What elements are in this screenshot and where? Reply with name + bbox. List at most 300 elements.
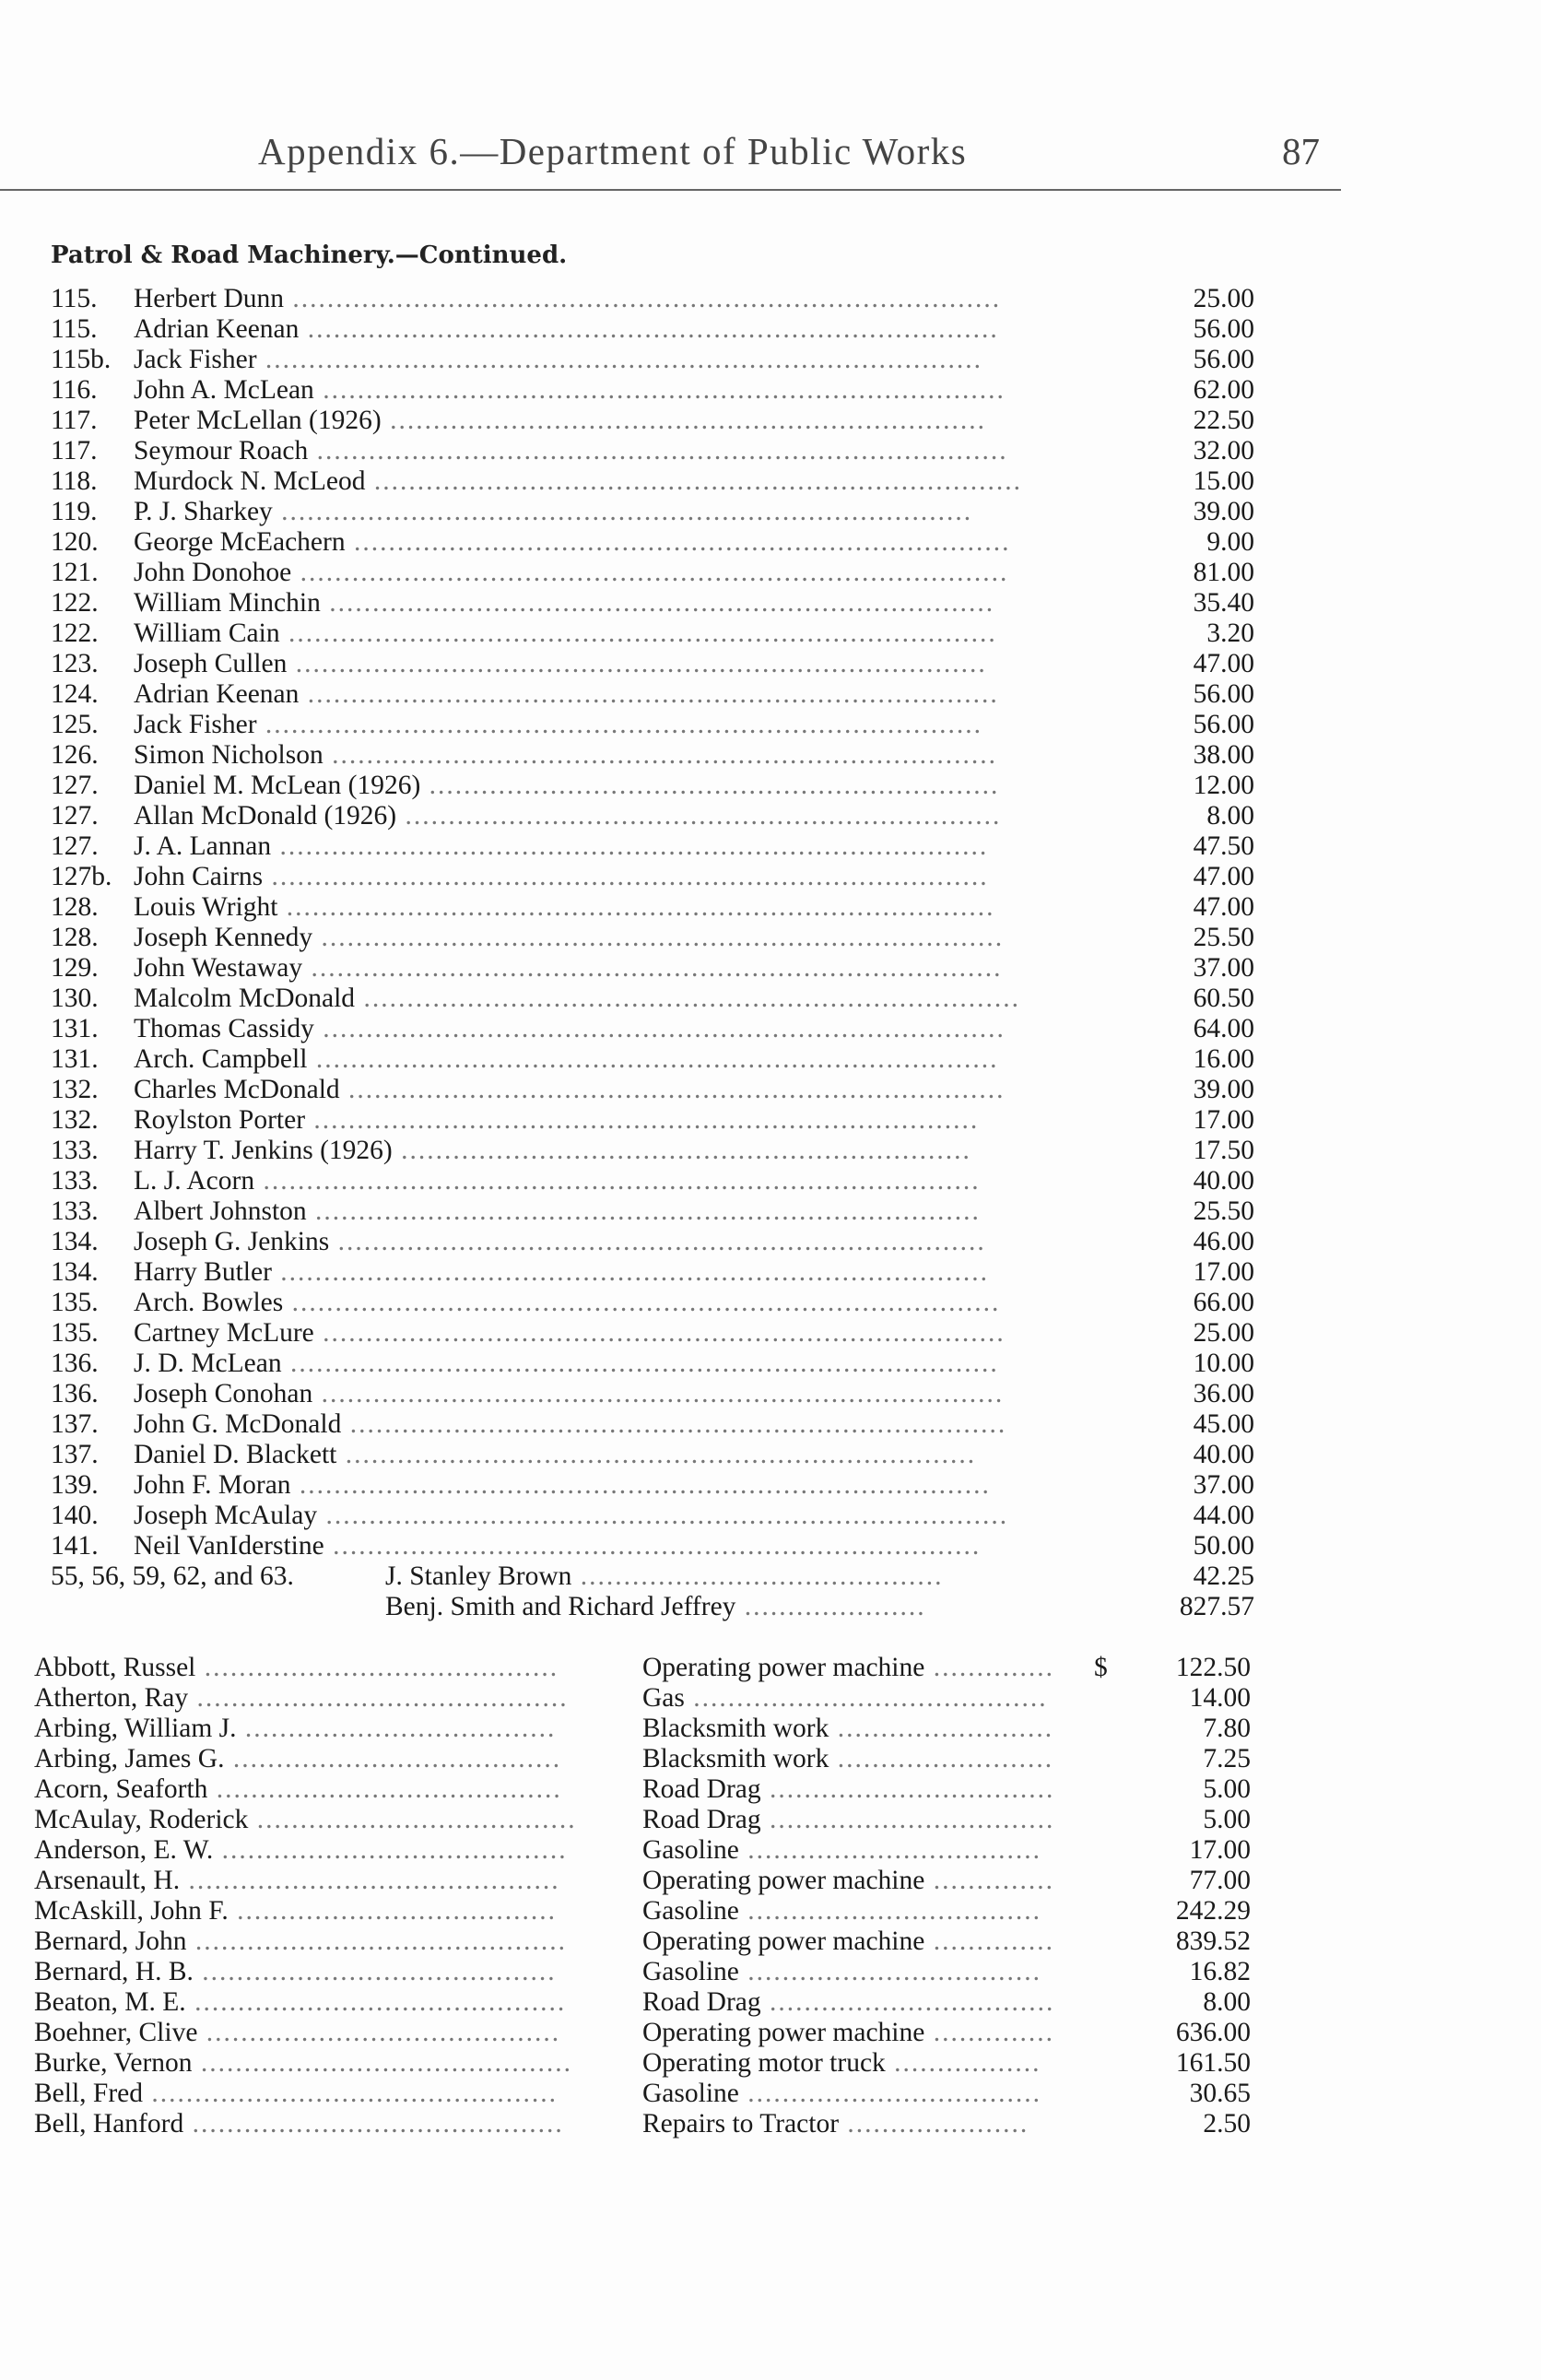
payment-description: Blacksmith work .........................	[642, 1744, 1054, 1773]
entry-amount: 47.50	[1193, 831, 1254, 861]
payee-name: McAskill, John F. .....................................	[34, 1896, 557, 1926]
dot-leader: ..................................................................................	[283, 1288, 1001, 1317]
entry-amount: 40.00	[1193, 1440, 1254, 1469]
payee-name: Bernard, John ...........................................	[34, 1926, 567, 1956]
dollar-sign: $	[1094, 1653, 1108, 1682]
entry-amount: 37.00	[1193, 953, 1254, 983]
table-row	[51, 558, 1254, 588]
dot-leader: ............................................................................	[339, 1075, 1006, 1104]
dot-leader: ....................................	[236, 1714, 557, 1743]
table-row	[51, 345, 1254, 375]
header-rule	[0, 189, 1341, 191]
table-row	[34, 1957, 1251, 1987]
table-row	[51, 314, 1254, 345]
dot-leader: .................................	[760, 1805, 1055, 1834]
entry-name: Harry T. Jenkins (1926) ..................................................................	[134, 1136, 971, 1165]
table-row	[51, 771, 1254, 801]
dot-leader: ..................................	[738, 1957, 1041, 1986]
entry-amount: 47.00	[1193, 892, 1254, 922]
entry-number: 122.	[51, 619, 99, 648]
entry-name: Joseph McAulay ...............................................................................	[134, 1501, 1009, 1530]
entry-name: J. D. McLean ..................................................................................	[134, 1349, 999, 1378]
table-row	[34, 1744, 1251, 1774]
dot-leader: ...............................................................................	[312, 923, 1005, 952]
dot-leader: ................................................................................	[287, 649, 987, 678]
table-row	[34, 2079, 1251, 2109]
entry-amount: 25.00	[1193, 284, 1254, 313]
payment-description: Road Drag .................................	[642, 1987, 1055, 2017]
dot-leader: ...............................................	[143, 2079, 558, 2108]
dot-leader: ............................................................................	[345, 527, 1011, 557]
entry-amount: 35.40	[1193, 588, 1254, 618]
dot-leader: ................................................................................	[272, 497, 973, 526]
dot-leader: .................	[885, 2048, 1041, 2078]
payment-description: Road Drag .................................	[642, 1805, 1055, 1834]
entry-name: P. J. Sharkey ................................................................................	[134, 497, 973, 526]
entry-number: 131.	[51, 1014, 99, 1043]
entry-number: 135.	[51, 1318, 99, 1348]
dot-leader: ...........................................	[183, 2109, 564, 2138]
payment-amount: 14.00	[1189, 1683, 1251, 1713]
table-row	[51, 649, 1254, 679]
entry-number: 133.	[51, 1196, 99, 1226]
dot-leader: ..............	[924, 1653, 1054, 1682]
table-row	[51, 466, 1254, 497]
payee-name: Abbott, Russel .........................................	[34, 1653, 559, 1682]
entry-amount: 44.00	[1193, 1501, 1254, 1530]
dot-leader: .............................................................................	[306, 1196, 981, 1226]
payee-name: Arbing, William J. ....................................	[34, 1714, 557, 1743]
dot-leader: ..............	[924, 1866, 1054, 1895]
dot-leader: ..............	[924, 2018, 1054, 2047]
entry-number: 130.	[51, 984, 99, 1013]
entry-amount: 47.00	[1193, 649, 1254, 678]
table-row	[51, 953, 1254, 984]
dot-leader: ...........................................	[188, 1683, 569, 1713]
dot-leader: ...................................................................................	[256, 345, 983, 374]
dot-leader: .........................................	[197, 2018, 561, 2047]
table-row	[34, 1683, 1251, 1714]
dot-leader: .....................................................................	[381, 406, 986, 435]
table-row	[51, 1440, 1254, 1470]
entry-number: 133.	[51, 1136, 99, 1165]
entry-number: 128.	[51, 923, 99, 952]
table-row	[34, 2018, 1251, 2048]
dot-leader: .................................	[760, 1987, 1055, 2017]
dot-leader: ................................................................................	[290, 1470, 991, 1500]
table-row	[51, 527, 1254, 558]
entry-name: John A. McLean ...............................................................................	[134, 375, 1006, 405]
page-header	[0, 129, 1541, 184]
table-row	[34, 1866, 1251, 1896]
dot-leader: ..................................................................................	[291, 558, 1009, 587]
entry-amount: 8.00	[1206, 801, 1254, 831]
entry-number: 139.	[51, 1470, 99, 1500]
payment-description: Gasoline ..................................	[642, 2079, 1041, 2108]
entry-name: Peter McLellan (1926) .....................................................................	[134, 406, 986, 435]
entry-name: John Donohoe ..................................................................................	[134, 558, 1009, 587]
entry-amount: 25.50	[1193, 1196, 1254, 1226]
dot-leader: ..................................................................................	[284, 284, 1002, 313]
dot-leader: ......................................	[224, 1744, 562, 1773]
entry-number: 132.	[51, 1105, 99, 1135]
dot-leader: ............................................................................	[341, 1409, 1007, 1439]
entry-name: L. J. Acorn ...................................................................................	[134, 1166, 981, 1196]
dot-leader: ...........................................	[185, 1987, 567, 2017]
table-row	[34, 1896, 1251, 1926]
payee-name: Beaton, M. E. ...........................................	[34, 1987, 567, 2017]
table-row	[51, 1288, 1254, 1318]
table-row	[51, 1014, 1254, 1044]
dot-leader: ...................................................................................	[254, 1166, 981, 1196]
entry-number: 134.	[51, 1257, 99, 1287]
entry-name: Adrian Keenan ................................................................................	[134, 314, 999, 344]
payment-description: Operating power machine ..............	[642, 1866, 1054, 1895]
entry-number: 127.	[51, 801, 99, 831]
entry-number: 119.	[51, 497, 98, 526]
table-row	[51, 923, 1254, 953]
entry-number: 127b.	[51, 862, 112, 891]
dot-leader: ...........................................................................	[365, 466, 1023, 496]
entry-name: Simon Nicholson .............................................................................	[134, 740, 997, 770]
payment-amount: 17.00	[1189, 1835, 1251, 1865]
entry-name: John G. McDonald ............................................................................	[134, 1409, 1007, 1439]
payment-description: Repairs to Tractor .....................	[642, 2109, 1029, 2138]
entry-number: 116.	[51, 375, 98, 405]
dot-leader: ...........................................	[192, 2048, 573, 2078]
entry-number: 118.	[51, 466, 98, 496]
payment-description: Gasoline ..................................	[642, 1957, 1041, 1986]
payment-amount: 839.52	[1175, 1926, 1251, 1956]
entry-amount: 40.00	[1193, 1166, 1254, 1196]
payee-name: Burke, Vernon ...........................................	[34, 2048, 573, 2078]
entry-name: John F. Moran ................................................................................	[134, 1470, 991, 1500]
entry-name: Herbert Dunn ..................................................................................	[134, 284, 1002, 313]
payee-name: Atherton, Ray ...........................................	[34, 1683, 569, 1713]
dot-leader: ...................................................................................	[263, 862, 989, 891]
dot-leader: ..................................................................................	[277, 892, 995, 922]
entry-name: George McEachern ............................................................................	[134, 527, 1011, 557]
entry-numbers: 55, 56, 59, 62, and 63.	[51, 1561, 294, 1591]
entry-name: Arch. Bowles ..................................................................................	[134, 1288, 1001, 1317]
entry-name: Jack Fisher ...................................................................................	[134, 710, 983, 739]
entry-number: 137.	[51, 1409, 99, 1439]
entry-amount: 60.50	[1193, 984, 1254, 1013]
table-row	[34, 1805, 1251, 1835]
payment-amount: 30.65	[1189, 2079, 1251, 2108]
table-row	[51, 1470, 1254, 1501]
table-row	[51, 1136, 1254, 1166]
entry-name: William Cain ..................................................................................	[134, 619, 997, 648]
dot-leader: .............................................................................	[323, 740, 997, 770]
table-row	[51, 436, 1254, 466]
entry-name: Roylston Porter .............................................................................	[134, 1105, 980, 1135]
entry-number: 140.	[51, 1501, 99, 1530]
payment-amount: 636.00	[1175, 2018, 1251, 2047]
payment-amount: 5.00	[1203, 1774, 1251, 1804]
entry-number: 120.	[51, 527, 99, 557]
entry-name: Charles McDonald ............................................................................	[134, 1075, 1006, 1104]
dot-leader: ...........................................	[186, 1926, 567, 1956]
payment-amount: 77.00	[1189, 1866, 1251, 1895]
entry-name: Harry Butler ..................................................................................	[134, 1257, 990, 1287]
table-row	[51, 1409, 1254, 1440]
entry-name: Jack Fisher ...................................................................................	[134, 345, 983, 374]
dot-leader: ..................................................................................	[271, 831, 989, 861]
entry-amount: 56.00	[1193, 345, 1254, 374]
entry-name: Daniel M. McLean (1926) ..................................................................	[134, 771, 1000, 800]
table-row	[51, 1561, 1254, 1592]
dot-leader: ..................................................................	[420, 771, 1000, 800]
table-row	[34, 1774, 1251, 1805]
page-number: 87	[1282, 130, 1320, 172]
payment-description: Road Drag .................................	[642, 1774, 1055, 1804]
table-row	[51, 740, 1254, 771]
entry-number: 132.	[51, 1075, 99, 1104]
entry-number: 131.	[51, 1044, 99, 1074]
entry-amount: 3.20	[1206, 619, 1254, 648]
entry-number: 121.	[51, 558, 99, 587]
table-row	[34, 1987, 1251, 2018]
entry-amount: 12.00	[1193, 771, 1254, 800]
entry-name: Murdock N. McLeod ...........................................................................	[134, 466, 1023, 496]
entry-number: 128.	[51, 892, 99, 922]
table-row	[51, 892, 1254, 923]
entry-amount: 39.00	[1193, 497, 1254, 526]
dot-leader: .....................................	[228, 1896, 557, 1926]
entry-amount: 38.00	[1193, 740, 1254, 770]
entry-number: 135.	[51, 1288, 99, 1317]
table-row	[51, 588, 1254, 619]
table-row	[51, 1196, 1254, 1227]
payee-name: Arbing, James G. ......................................	[34, 1744, 562, 1773]
table-row	[51, 679, 1254, 710]
payment-description: Operating power machine ..............	[642, 2018, 1054, 2047]
entry-amount: 25.00	[1193, 1318, 1254, 1348]
entry-number: 127.	[51, 831, 99, 861]
table-row	[51, 619, 1254, 649]
entry-amount: 22.50	[1193, 406, 1254, 435]
patrol-machinery-list	[51, 284, 1254, 1622]
dot-leader: ..................................................................	[392, 1136, 971, 1165]
entry-number: 125.	[51, 710, 99, 739]
dot-leader: .....................	[735, 1592, 926, 1621]
entry-amount: 17.50	[1193, 1136, 1254, 1165]
entry-amount: 9.00	[1206, 527, 1254, 557]
payment-amount: 2.50	[1203, 2109, 1251, 2138]
payment-amount: 8.00	[1203, 1987, 1251, 2017]
entry-name: Arch. Campbell ...............................................................................	[134, 1044, 999, 1074]
entry-amount: 827.57	[1179, 1592, 1254, 1621]
dot-leader: ................................................................................	[308, 436, 1008, 465]
payment-amount: 122.50	[1175, 1653, 1251, 1682]
entry-number: 129.	[51, 953, 99, 983]
table-row	[51, 497, 1254, 527]
entry-number: 115.	[51, 314, 98, 344]
table-row	[34, 1835, 1251, 1866]
entry-number: 141.	[51, 1531, 99, 1561]
dot-leader: ..........................................	[571, 1561, 944, 1591]
payment-amount: 7.25	[1203, 1744, 1251, 1773]
payment-amount: 16.82	[1189, 1957, 1251, 1986]
entry-amount: 15.00	[1193, 466, 1254, 496]
entry-number: 133.	[51, 1166, 99, 1196]
table-row	[51, 406, 1254, 436]
entry-name: Seymour Roach ................................................................................	[134, 436, 1008, 465]
table-row	[51, 1075, 1254, 1105]
table-row	[34, 1714, 1251, 1744]
table-row	[51, 1531, 1254, 1561]
entry-amount: 37.00	[1193, 1470, 1254, 1500]
table-row	[51, 984, 1254, 1014]
payment-amount: 7.80	[1203, 1714, 1251, 1743]
entry-number: 126.	[51, 740, 99, 770]
dot-leader: ...............................................................................	[307, 1044, 999, 1074]
dot-leader: ...............................................................................	[313, 1014, 1006, 1043]
entry-number: 117.	[51, 406, 98, 435]
dot-leader: .........................................	[684, 1683, 1048, 1713]
payment-amount: 242.29	[1175, 1896, 1251, 1926]
entry-number: 115.	[51, 284, 98, 313]
dot-leader: ..................................	[738, 1835, 1041, 1865]
payments-list	[34, 1653, 1251, 2139]
entry-amount: 81.00	[1193, 558, 1254, 587]
table-row	[51, 1379, 1254, 1409]
dot-leader: .........................	[829, 1714, 1054, 1743]
entry-name: Allan McDonald (1926) .....................................................................	[134, 801, 1002, 831]
table-row	[51, 1501, 1254, 1531]
entry-number: 127.	[51, 771, 99, 800]
table-row	[51, 1044, 1254, 1075]
table-row	[51, 862, 1254, 892]
payment-description: Operating motor truck .................	[642, 2048, 1041, 2078]
table-row	[51, 1105, 1254, 1136]
entry-number: 124.	[51, 679, 99, 709]
payment-amount: 161.50	[1175, 2048, 1251, 2078]
table-row	[51, 1166, 1254, 1196]
dot-leader: .............................................................................	[320, 588, 995, 618]
entry-name: Adrian Keenan ................................................................................	[134, 679, 999, 709]
payee-name: McAulay, Roderick .....................................	[34, 1805, 577, 1834]
entry-number: 123.	[51, 649, 99, 678]
page-title: Appendix 6.—Department of Public Works	[258, 130, 968, 172]
entry-amount: 45.00	[1193, 1409, 1254, 1439]
dot-leader: .................................	[760, 1774, 1055, 1804]
payment-description: Gasoline ..................................	[642, 1896, 1041, 1926]
entry-name: Cartney McLure ...............................................................................	[134, 1318, 1006, 1348]
dot-leader: .........................................................................	[336, 1440, 977, 1469]
entry-name: J. A. Lannan ..................................................................................	[134, 831, 989, 861]
entry-amount: 17.00	[1193, 1105, 1254, 1135]
entry-amount: 64.00	[1193, 1014, 1254, 1043]
entry-amount: 62.00	[1193, 375, 1254, 405]
entry-amount: 16.00	[1193, 1044, 1254, 1074]
table-row	[51, 1349, 1254, 1379]
entry-name: Joseph Conohan ...............................................................................	[134, 1379, 1005, 1408]
payment-description: Operating power machine ..............	[642, 1926, 1054, 1956]
dot-leader: .........................................	[195, 1653, 559, 1682]
payee-name: Acorn, Seaforth ........................................	[34, 1774, 562, 1804]
entry-number: 136.	[51, 1349, 99, 1378]
entry-name: Neil VanIderstine ...........................................................................	[134, 1531, 982, 1561]
entry-name: Daniel D. Blackett .........................................................................	[134, 1440, 977, 1469]
entry-amount: 46.00	[1193, 1227, 1254, 1256]
dot-leader: ...........................................	[180, 1866, 560, 1895]
entry-amount: 17.00	[1193, 1257, 1254, 1287]
entry-amount: 10.00	[1193, 1349, 1254, 1378]
entry-name: John Westaway ................................................................................	[134, 953, 1003, 983]
dot-leader: ..................................	[738, 2079, 1041, 2108]
dot-leader: ................................................................................	[302, 953, 1003, 983]
entry-number: 136.	[51, 1379, 99, 1408]
dot-leader: ................................................................................	[299, 314, 999, 344]
payee-name: Bell, Fred ...............................................	[34, 2079, 558, 2108]
entry-name: Benj. Smith and Richard Jeffrey .....................	[385, 1592, 926, 1621]
dot-leader: ...............................................................................	[317, 1501, 1009, 1530]
entry-number: 137.	[51, 1440, 99, 1469]
payment-description: Gas .........................................	[642, 1683, 1048, 1713]
payee-name: Bernard, H. B. .........................................	[34, 1957, 557, 1986]
table-row	[51, 1227, 1254, 1257]
dot-leader: ........................................	[207, 1774, 562, 1804]
entry-amount: 66.00	[1193, 1288, 1254, 1317]
entry-amount: 32.00	[1193, 436, 1254, 465]
table-row	[34, 1653, 1251, 1683]
entry-number: 122.	[51, 588, 99, 618]
payment-amount: 5.00	[1203, 1805, 1251, 1834]
entry-name: Joseph Cullen ................................................................................	[134, 649, 987, 678]
table-row	[34, 2048, 1251, 2079]
payment-description: Blacksmith work .........................	[642, 1714, 1054, 1743]
entry-name: Thomas Cassidy ...............................................................................	[134, 1014, 1006, 1043]
entry-number: 117.	[51, 436, 98, 465]
table-row	[51, 375, 1254, 406]
entry-name: Malcolm McDonald ............................................................................	[134, 984, 1020, 1013]
entry-amount: 50.00	[1193, 1531, 1254, 1561]
entry-amount: 56.00	[1193, 314, 1254, 344]
dot-leader: ................................................................................	[299, 679, 999, 709]
entry-amount: 39.00	[1193, 1075, 1254, 1104]
dot-leader: .........................	[829, 1744, 1054, 1773]
payee-name: Boehner, Clive .........................................	[34, 2018, 561, 2047]
table-row	[34, 2109, 1251, 2139]
dot-leader: ...........................................................................	[329, 1227, 986, 1256]
payee-name: Bell, Hanford ...........................................	[34, 2109, 564, 2138]
dot-leader: .....................................	[248, 1805, 577, 1834]
dot-leader: ...............................................................................	[313, 1318, 1006, 1348]
dot-leader: ..................................................................................	[281, 1349, 999, 1378]
entry-amount: 25.50	[1193, 923, 1254, 952]
entry-amount: 42.25	[1193, 1561, 1254, 1591]
entry-number: 134.	[51, 1227, 99, 1256]
dot-leader: ...................................................................................	[256, 710, 983, 739]
dot-leader: .............................................................................	[305, 1105, 980, 1135]
dot-leader: .....................................................................	[396, 801, 1002, 831]
dot-leader: .....................	[839, 2109, 1029, 2138]
entry-name: Louis Wright ..................................................................................	[134, 892, 995, 922]
dot-leader: ..............	[924, 1926, 1054, 1956]
payment-description: Operating power machine ..............	[642, 1653, 1054, 1682]
entry-amount: 36.00	[1193, 1379, 1254, 1408]
payee-name: Anderson, E. W. ........................................	[34, 1835, 568, 1865]
entry-amount: 47.00	[1193, 862, 1254, 891]
dot-leader: ...............................................................................	[312, 1379, 1005, 1408]
dot-leader: ..................................	[738, 1896, 1041, 1926]
entry-name: William Minchin .............................................................................	[134, 588, 995, 618]
entry-name: Joseph Kennedy ...............................................................................	[134, 923, 1005, 952]
dot-leader: .........................................	[193, 1957, 557, 1986]
dot-leader: ............................................................................	[355, 984, 1020, 1013]
